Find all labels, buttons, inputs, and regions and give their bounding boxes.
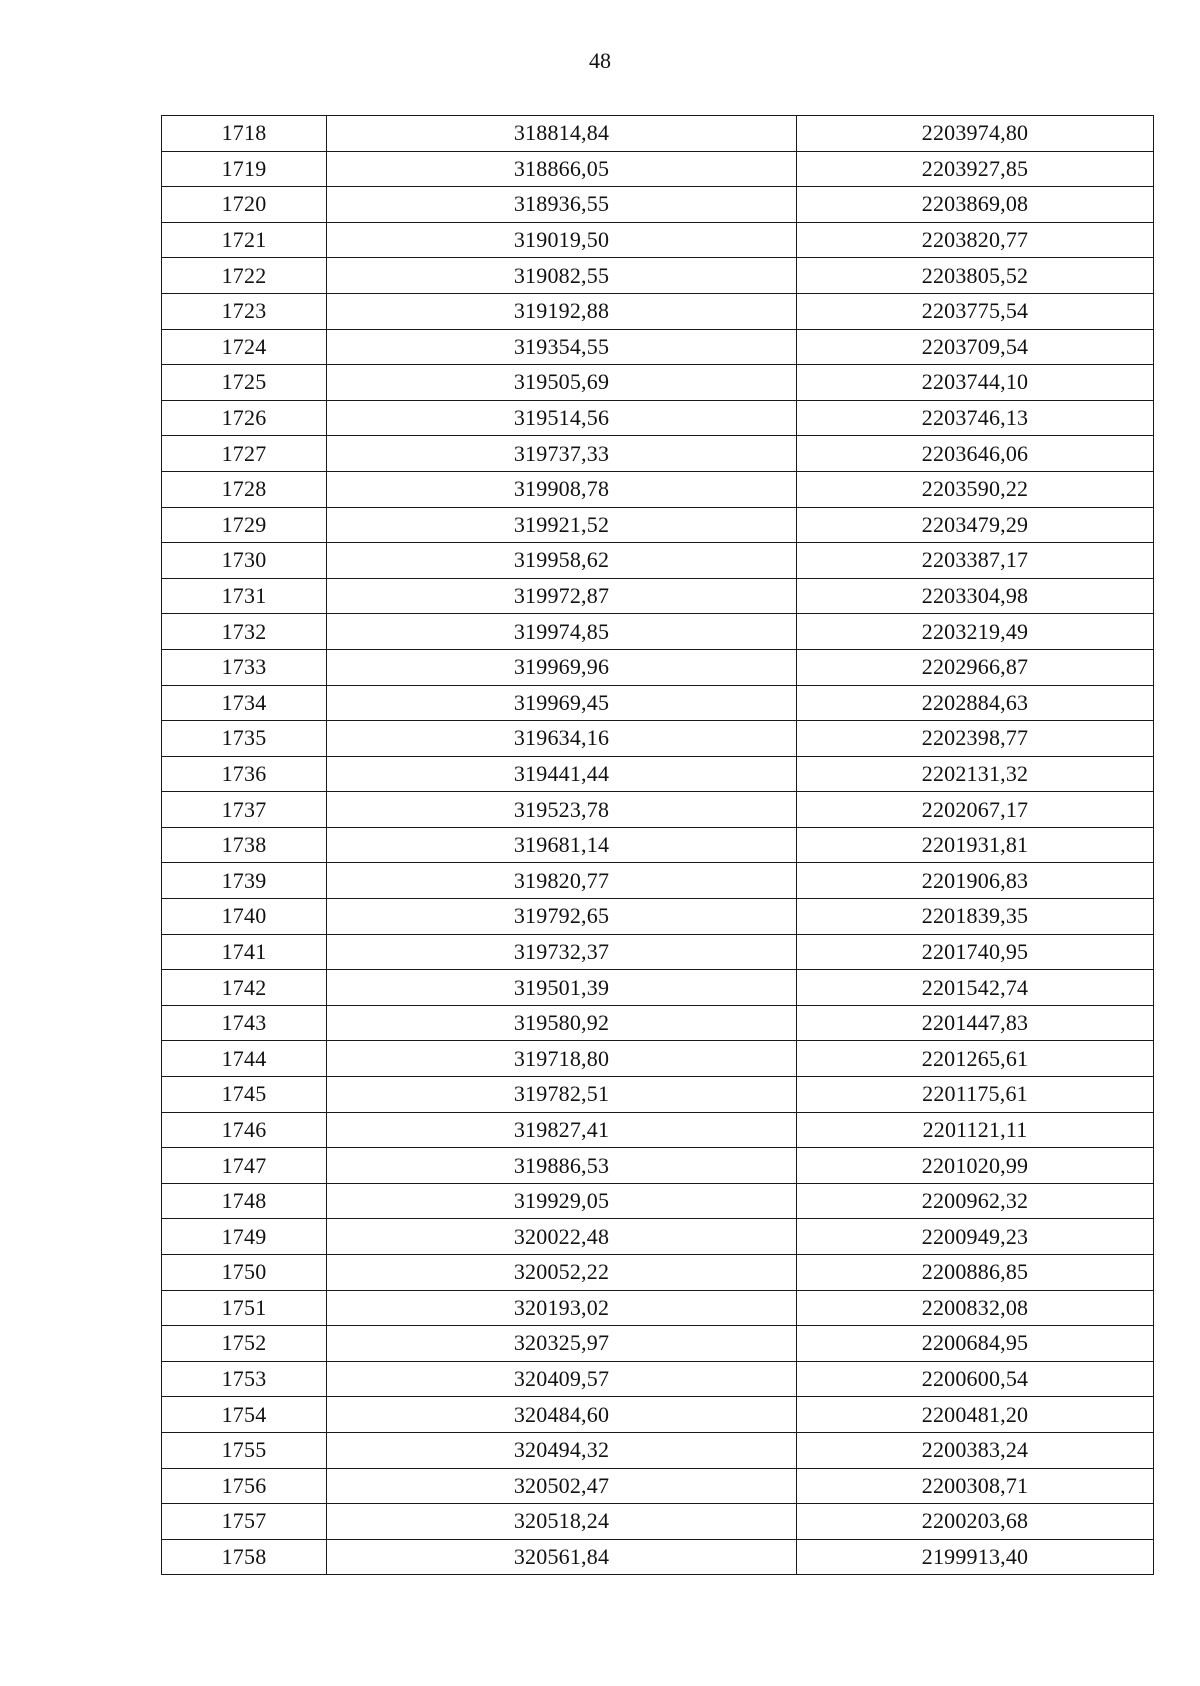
coordinates-table-body	[162, 116, 1154, 1575]
x-coordinate-cell: 320409,57	[327, 1361, 797, 1397]
point-number-cell: 1746	[162, 1112, 327, 1148]
x-coordinate-cell: 319974,85	[327, 614, 797, 650]
y-coordinate-cell: 2202966,87	[797, 649, 1154, 685]
table-row	[162, 471, 1154, 507]
y-coordinate-cell: 2203646,06	[797, 436, 1154, 472]
x-coordinate-cell: 319921,52	[327, 507, 797, 543]
table-row	[162, 1290, 1154, 1326]
x-coordinate-cell: 319441,44	[327, 756, 797, 792]
table-row	[162, 116, 1154, 152]
point-number-cell: 1732	[162, 614, 327, 650]
y-coordinate-cell: 2203820,77	[797, 222, 1154, 258]
x-coordinate-cell: 319969,96	[327, 649, 797, 685]
point-number-cell: 1748	[162, 1183, 327, 1219]
table-row	[162, 365, 1154, 401]
y-coordinate-cell: 2203746,13	[797, 400, 1154, 436]
table-row	[162, 578, 1154, 614]
table-row	[162, 863, 1154, 899]
x-coordinate-cell: 320325,97	[327, 1326, 797, 1362]
x-coordinate-cell: 320052,22	[327, 1255, 797, 1291]
table-row	[162, 507, 1154, 543]
table-row	[162, 934, 1154, 970]
point-number-cell: 1753	[162, 1361, 327, 1397]
table-row	[162, 792, 1154, 828]
table-row	[162, 329, 1154, 365]
y-coordinate-cell: 2200203,68	[797, 1504, 1154, 1540]
point-number-cell: 1742	[162, 970, 327, 1006]
point-number-cell: 1758	[162, 1539, 327, 1575]
y-coordinate-cell: 2200481,20	[797, 1397, 1154, 1433]
table-row	[162, 1041, 1154, 1077]
point-number-cell: 1723	[162, 293, 327, 329]
point-number-cell: 1728	[162, 471, 327, 507]
table-row	[162, 1504, 1154, 1540]
y-coordinate-cell: 2203805,52	[797, 258, 1154, 294]
y-coordinate-cell: 2200832,08	[797, 1290, 1154, 1326]
table-row	[162, 1183, 1154, 1219]
point-number-cell: 1735	[162, 721, 327, 757]
table-row	[162, 1539, 1154, 1575]
table-row	[162, 1219, 1154, 1255]
y-coordinate-cell: 2200383,24	[797, 1432, 1154, 1468]
x-coordinate-cell: 320494,32	[327, 1432, 797, 1468]
table-row	[162, 614, 1154, 650]
y-coordinate-cell: 2203775,54	[797, 293, 1154, 329]
y-coordinate-cell: 2200962,32	[797, 1183, 1154, 1219]
x-coordinate-cell: 320561,84	[327, 1539, 797, 1575]
y-coordinate-cell: 2202067,17	[797, 792, 1154, 828]
table-row	[162, 721, 1154, 757]
x-coordinate-cell: 320022,48	[327, 1219, 797, 1255]
y-coordinate-cell: 2201020,99	[797, 1148, 1154, 1184]
y-coordinate-cell: 2201121,11	[797, 1112, 1154, 1148]
x-coordinate-cell: 318936,55	[327, 187, 797, 223]
point-number-cell: 1739	[162, 863, 327, 899]
table-row	[162, 187, 1154, 223]
table-row	[162, 685, 1154, 721]
point-number-cell: 1720	[162, 187, 327, 223]
point-number-cell: 1734	[162, 685, 327, 721]
point-number-cell: 1724	[162, 329, 327, 365]
y-coordinate-cell: 2201931,81	[797, 827, 1154, 863]
x-coordinate-cell: 319929,05	[327, 1183, 797, 1219]
x-coordinate-cell: 319501,39	[327, 970, 797, 1006]
point-number-cell: 1738	[162, 827, 327, 863]
x-coordinate-cell: 319908,78	[327, 471, 797, 507]
table-row	[162, 1005, 1154, 1041]
y-coordinate-cell: 2203927,85	[797, 151, 1154, 187]
page-number: 48	[589, 48, 611, 73]
y-coordinate-cell: 2203590,22	[797, 471, 1154, 507]
point-number-cell: 1726	[162, 400, 327, 436]
y-coordinate-cell: 2203974,80	[797, 116, 1154, 152]
x-coordinate-cell: 318866,05	[327, 151, 797, 187]
point-number-cell: 1750	[162, 1255, 327, 1291]
y-coordinate-cell: 2202884,63	[797, 685, 1154, 721]
table-row	[162, 293, 1154, 329]
x-coordinate-cell: 319354,55	[327, 329, 797, 365]
x-coordinate-cell: 319827,41	[327, 1112, 797, 1148]
point-number-cell: 1719	[162, 151, 327, 187]
point-number-cell: 1740	[162, 899, 327, 935]
table-row	[162, 1361, 1154, 1397]
x-coordinate-cell: 320518,24	[327, 1504, 797, 1540]
y-coordinate-cell: 2200949,23	[797, 1219, 1154, 1255]
point-number-cell: 1755	[162, 1432, 327, 1468]
y-coordinate-cell: 2202398,77	[797, 721, 1154, 757]
x-coordinate-cell: 319681,14	[327, 827, 797, 863]
point-number-cell: 1733	[162, 649, 327, 685]
point-number-cell: 1756	[162, 1468, 327, 1504]
table-row	[162, 151, 1154, 187]
x-coordinate-cell: 320502,47	[327, 1468, 797, 1504]
table-row	[162, 1077, 1154, 1113]
y-coordinate-cell: 2200684,95	[797, 1326, 1154, 1362]
y-coordinate-cell: 2203219,49	[797, 614, 1154, 650]
x-coordinate-cell: 319820,77	[327, 863, 797, 899]
y-coordinate-cell: 2200600,54	[797, 1361, 1154, 1397]
x-coordinate-cell: 319019,50	[327, 222, 797, 258]
point-number-cell: 1721	[162, 222, 327, 258]
y-coordinate-cell: 2203744,10	[797, 365, 1154, 401]
table-row	[162, 756, 1154, 792]
y-coordinate-cell: 2203387,17	[797, 543, 1154, 579]
x-coordinate-cell: 319972,87	[327, 578, 797, 614]
point-number-cell: 1744	[162, 1041, 327, 1077]
x-coordinate-cell: 320484,60	[327, 1397, 797, 1433]
y-coordinate-cell: 2201740,95	[797, 934, 1154, 970]
point-number-cell: 1754	[162, 1397, 327, 1433]
x-coordinate-cell: 319969,45	[327, 685, 797, 721]
point-number-cell: 1752	[162, 1326, 327, 1362]
y-coordinate-cell: 2201906,83	[797, 863, 1154, 899]
point-number-cell: 1736	[162, 756, 327, 792]
y-coordinate-cell: 2203479,29	[797, 507, 1154, 543]
table-row	[162, 649, 1154, 685]
x-coordinate-cell: 319523,78	[327, 792, 797, 828]
y-coordinate-cell: 2200886,85	[797, 1255, 1154, 1291]
y-coordinate-cell: 2203304,98	[797, 578, 1154, 614]
y-coordinate-cell: 2201542,74	[797, 970, 1154, 1006]
point-number-cell: 1743	[162, 1005, 327, 1041]
point-number-cell: 1747	[162, 1148, 327, 1184]
point-number-cell: 1751	[162, 1290, 327, 1326]
y-coordinate-cell: 2201447,83	[797, 1005, 1154, 1041]
table-row	[162, 899, 1154, 935]
y-coordinate-cell: 2201265,61	[797, 1041, 1154, 1077]
x-coordinate-cell: 319958,62	[327, 543, 797, 579]
x-coordinate-cell: 319782,51	[327, 1077, 797, 1113]
x-coordinate-cell: 319580,92	[327, 1005, 797, 1041]
x-coordinate-cell: 319514,56	[327, 400, 797, 436]
point-number-cell: 1727	[162, 436, 327, 472]
table-row	[162, 258, 1154, 294]
table-row	[162, 222, 1154, 258]
point-number-cell: 1757	[162, 1504, 327, 1540]
table-row	[162, 827, 1154, 863]
table-row	[162, 1326, 1154, 1362]
y-coordinate-cell: 2203709,54	[797, 329, 1154, 365]
table-row	[162, 436, 1154, 472]
table-row	[162, 1112, 1154, 1148]
y-coordinate-cell: 2201175,61	[797, 1077, 1154, 1113]
point-number-cell: 1722	[162, 258, 327, 294]
table-row	[162, 1255, 1154, 1291]
x-coordinate-cell: 319718,80	[327, 1041, 797, 1077]
point-number-cell: 1730	[162, 543, 327, 579]
table-row	[162, 970, 1154, 1006]
x-coordinate-cell: 319732,37	[327, 934, 797, 970]
table-row	[162, 400, 1154, 436]
table-row	[162, 1148, 1154, 1184]
table-row	[162, 1432, 1154, 1468]
x-coordinate-cell: 319737,33	[327, 436, 797, 472]
y-coordinate-cell: 2200308,71	[797, 1468, 1154, 1504]
table-row	[162, 1468, 1154, 1504]
point-number-cell: 1745	[162, 1077, 327, 1113]
x-coordinate-cell: 319886,53	[327, 1148, 797, 1184]
coordinates-table	[161, 115, 1154, 1575]
point-number-cell: 1718	[162, 116, 327, 152]
y-coordinate-cell: 2202131,32	[797, 756, 1154, 792]
x-coordinate-cell: 319792,65	[327, 899, 797, 935]
point-number-cell: 1725	[162, 365, 327, 401]
table-row	[162, 1397, 1154, 1433]
x-coordinate-cell: 319082,55	[327, 258, 797, 294]
y-coordinate-cell: 2203869,08	[797, 187, 1154, 223]
point-number-cell: 1729	[162, 507, 327, 543]
x-coordinate-cell: 318814,84	[327, 116, 797, 152]
point-number-cell: 1741	[162, 934, 327, 970]
point-number-cell: 1737	[162, 792, 327, 828]
x-coordinate-cell: 319192,88	[327, 293, 797, 329]
y-coordinate-cell: 2199913,40	[797, 1539, 1154, 1575]
table-row	[162, 543, 1154, 579]
point-number-cell: 1749	[162, 1219, 327, 1255]
point-number-cell: 1731	[162, 578, 327, 614]
x-coordinate-cell: 319505,69	[327, 365, 797, 401]
x-coordinate-cell: 320193,02	[327, 1290, 797, 1326]
x-coordinate-cell: 319634,16	[327, 721, 797, 757]
y-coordinate-cell: 2201839,35	[797, 899, 1154, 935]
